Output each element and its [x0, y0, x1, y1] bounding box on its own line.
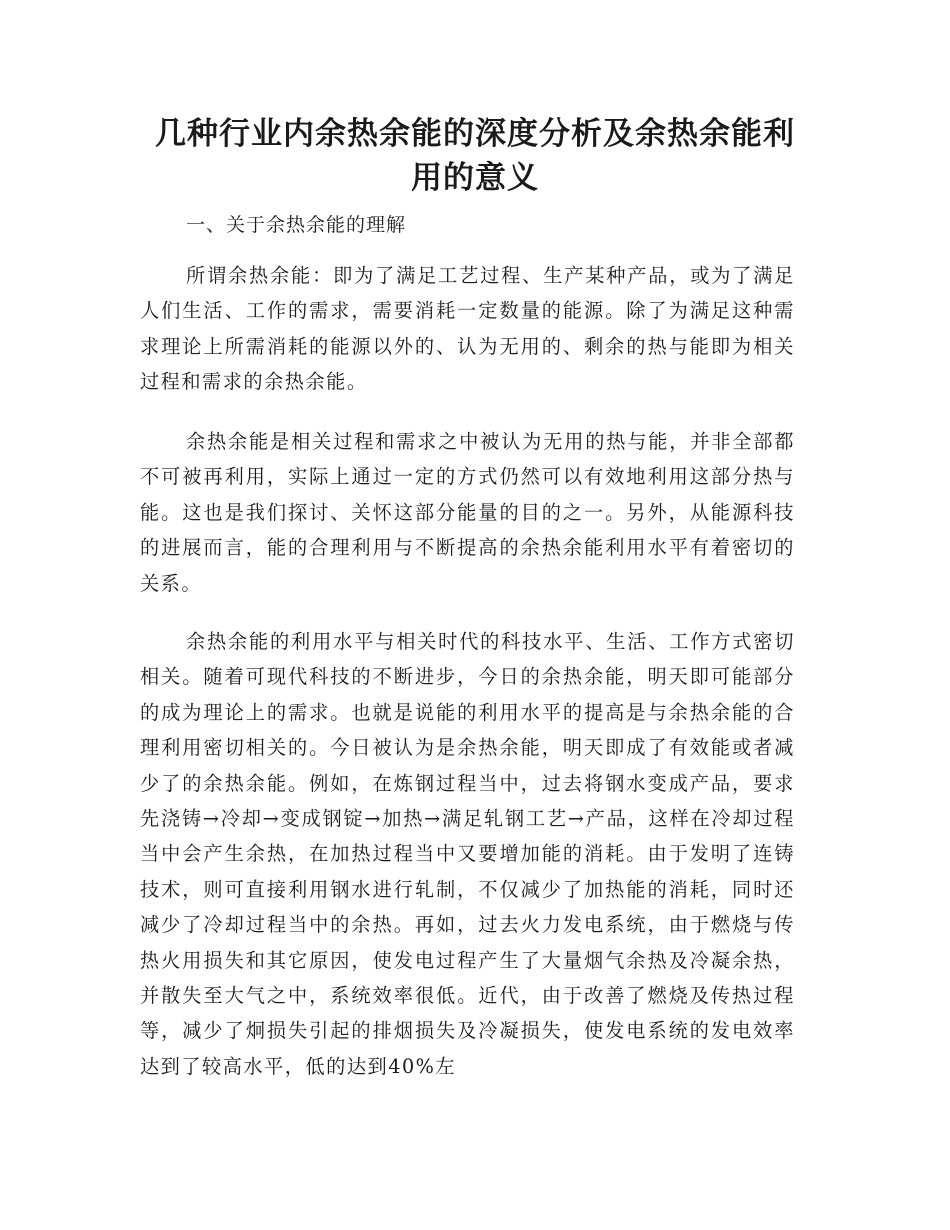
paragraph-1: 所谓余热余能：即为了满足工艺过程、生产某种产品，或为了满足人们生活、工作的需求，需要消耗一定数量的能源。除了为满足这种需求理论上所需消耗的能源以外的、认为无用的、剩余的热与能即为相关过程和需求的余热余能。 [140, 264, 795, 394]
section-heading: 一、关于余热余能的理解 [186, 214, 407, 236]
document-title: 几种行业内余热余能的深度分析及余热余能利用的意义 [155, 116, 795, 196]
paragraph-3: 余热余能的利用水平与相关时代的科技水平、生活、工作方式密切相关。随着可现代科技的不断进步，今日的余热余能，明天即可能部分的成为理论上的需求。也就是说能的利用水平的提高是与余热余能的合理利用密切相关的。今日被认为是余热余能，明天即成了有效能或者减少了的余热余能。例如，在炼钢过程当中，过去将钢水变成产品，要求先浇铸→冷却→变成钢锭→加热→满足轧钢工艺→产品，这样在冷却过程当中会产生余热，在加热过程当中又要增加能的消耗。由于发明了连铸技术，则可直接利用钢水进行轧制，不仅减少了加热能的消耗，同时还减少了冷却过程当中的余热。再如，过去火力发电系统，由于燃烧与传热火用损失和其它原因，使发电过程产生了大量烟气余热及冷凝余热，并散失至大气之中，系统效率很低。近代，由于改善了燃烧及传热过程等，减少了炯损失引起的排烟损失及冷凝损失，使发电系统的发电效率达到了较高水平，低的达到40%左 [140, 630, 795, 1078]
paragraph-2: 余热余能是相关过程和需求之中被认为无用的热与能，并非全部都不可被再利用，实际上通过一定的方式仍然可以有效地利用这部分热与能。这也是我们探讨、关怀这部分能量的目的之一。另外，从能源科技的进展而言，能的合理利用与不断提高的余热余能利用水平有着密切的关系。 [140, 430, 795, 595]
